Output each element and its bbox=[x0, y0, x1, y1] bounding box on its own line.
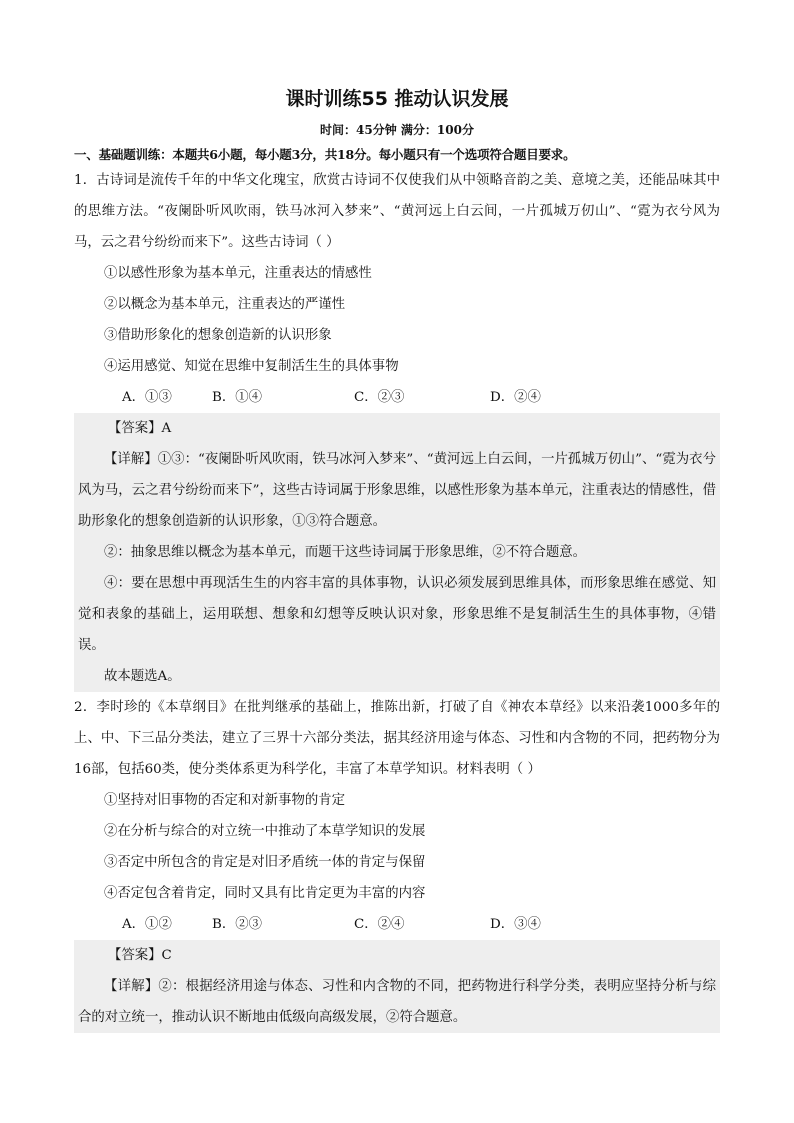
answer-label: 【答案】C bbox=[108, 948, 172, 963]
page-title: 课时训练55 推动认识发展 bbox=[285, 88, 509, 110]
question-2 bbox=[74, 692, 720, 1033]
option-c[interactable]: C．②③ bbox=[354, 390, 405, 405]
question-stem: 2．李时珍的《本草纲目》在批判继承的基础上，推陈出新，打破了自《神农本草经》以来沿袭1000多年的上、中、下三品分类法，建立了三界十六部分类法，据其经济用途与体态、习性和内含物的不同，把药物分为16部，包括60类，使分类体系更为科学化，丰富了本草学知识。材料表明（ ） bbox=[74, 700, 720, 777]
question-stem: 1．古诗词是流传千年的中华文化瑰宝，欣赏古诗词不仅使我们从中领略音韵之美、意境之美，还能品味其中的思维方法。“夜阑卧听风吹雨，铁马冰河入梦来”、“黄河远上白云间，一片孤城万仞山”、“霓为衣兮风为马，云之君兮纷纷而来下”。这些古诗词（ ） bbox=[74, 173, 720, 250]
option-a[interactable]: A．①③ bbox=[122, 390, 172, 405]
explanation-conclusion: 故本题选A。 bbox=[104, 669, 181, 684]
statement-item: ②以概念为基本单元，注重表达的严谨性 bbox=[104, 297, 346, 312]
answer-explanation-box bbox=[74, 940, 720, 1033]
statement-item: ②在分析与综合的对立统一中推动了本草学知识的发展 bbox=[104, 824, 426, 839]
statement-item: ①以感性形象为基本单元，注重表达的情感性 bbox=[104, 266, 372, 281]
section-heading: 一、基础题训练：本题共6小题，每小题3分，共18分。每小题只有一个选项符合题目要求。 bbox=[74, 147, 576, 162]
answer-options bbox=[74, 909, 720, 940]
option-a[interactable]: A．①② bbox=[122, 917, 172, 932]
statement-item: ③否定中所包含的肯定是对旧矛盾统一体的肯定与保留 bbox=[104, 855, 426, 870]
statement-item: ④运用感觉、知觉在思维中复制活生生的具体事物 bbox=[104, 359, 399, 374]
option-d[interactable]: D．③④ bbox=[490, 917, 541, 932]
explanation-paragraph: 【详解】②：根据经济用途与体态、习性和内含物的不同，把药物进行科学分类，表明应坚持分析与综合的对立统一，推动认识不断地由低级向高级发展，②符合题意。 bbox=[78, 979, 716, 1025]
option-d[interactable]: D．②④ bbox=[490, 390, 541, 405]
answer-explanation-box bbox=[74, 413, 720, 692]
answer-label: 【答案】A bbox=[108, 421, 172, 436]
explanation-paragraph: ④：要在思想中再现活生生的内容丰富的具体事物，认识必须发展到思维具体，而形象思维在感觉、知觉和表象的基础上，运用联想、想象和幻想等反映认识对象，形象思维不是复制活生生的具体事物，④错误。 bbox=[78, 576, 716, 653]
statement-item: ④否定包含着肯定，同时又具有比肯定更为丰富的内容 bbox=[104, 886, 426, 901]
explanation-paragraph: 【详解】①③：“夜阑卧听风吹雨，铁马冰河入梦来”、“黄河远上白云间，一片孤城万仞山”、“霓为衣兮风为马，云之君兮纷纷而来下”，这些古诗词属于形象思维，以感性形象为基本单元，注重表达的情感性，借助形象化的想象创造新的认识形象，①③符合题意。 bbox=[78, 452, 716, 529]
question-1 bbox=[74, 165, 720, 692]
statement-item: ③借助形象化的想象创造新的认识形象 bbox=[104, 328, 332, 343]
option-b[interactable]: B．②③ bbox=[212, 917, 263, 932]
time-score-line: 时间：45分钟 满分：100分 bbox=[320, 123, 474, 137]
document-page bbox=[74, 0, 720, 1033]
option-b[interactable]: B．①④ bbox=[212, 390, 263, 405]
option-c[interactable]: C．②④ bbox=[354, 917, 405, 932]
answer-options bbox=[74, 382, 720, 413]
explanation-paragraph: ②：抽象思维以概念为基本单元，而题干这些诗词属于形象思维，②不符合题意。 bbox=[104, 545, 587, 560]
statement-item: ①坚持对旧事物的否定和对新事物的肯定 bbox=[104, 793, 346, 808]
